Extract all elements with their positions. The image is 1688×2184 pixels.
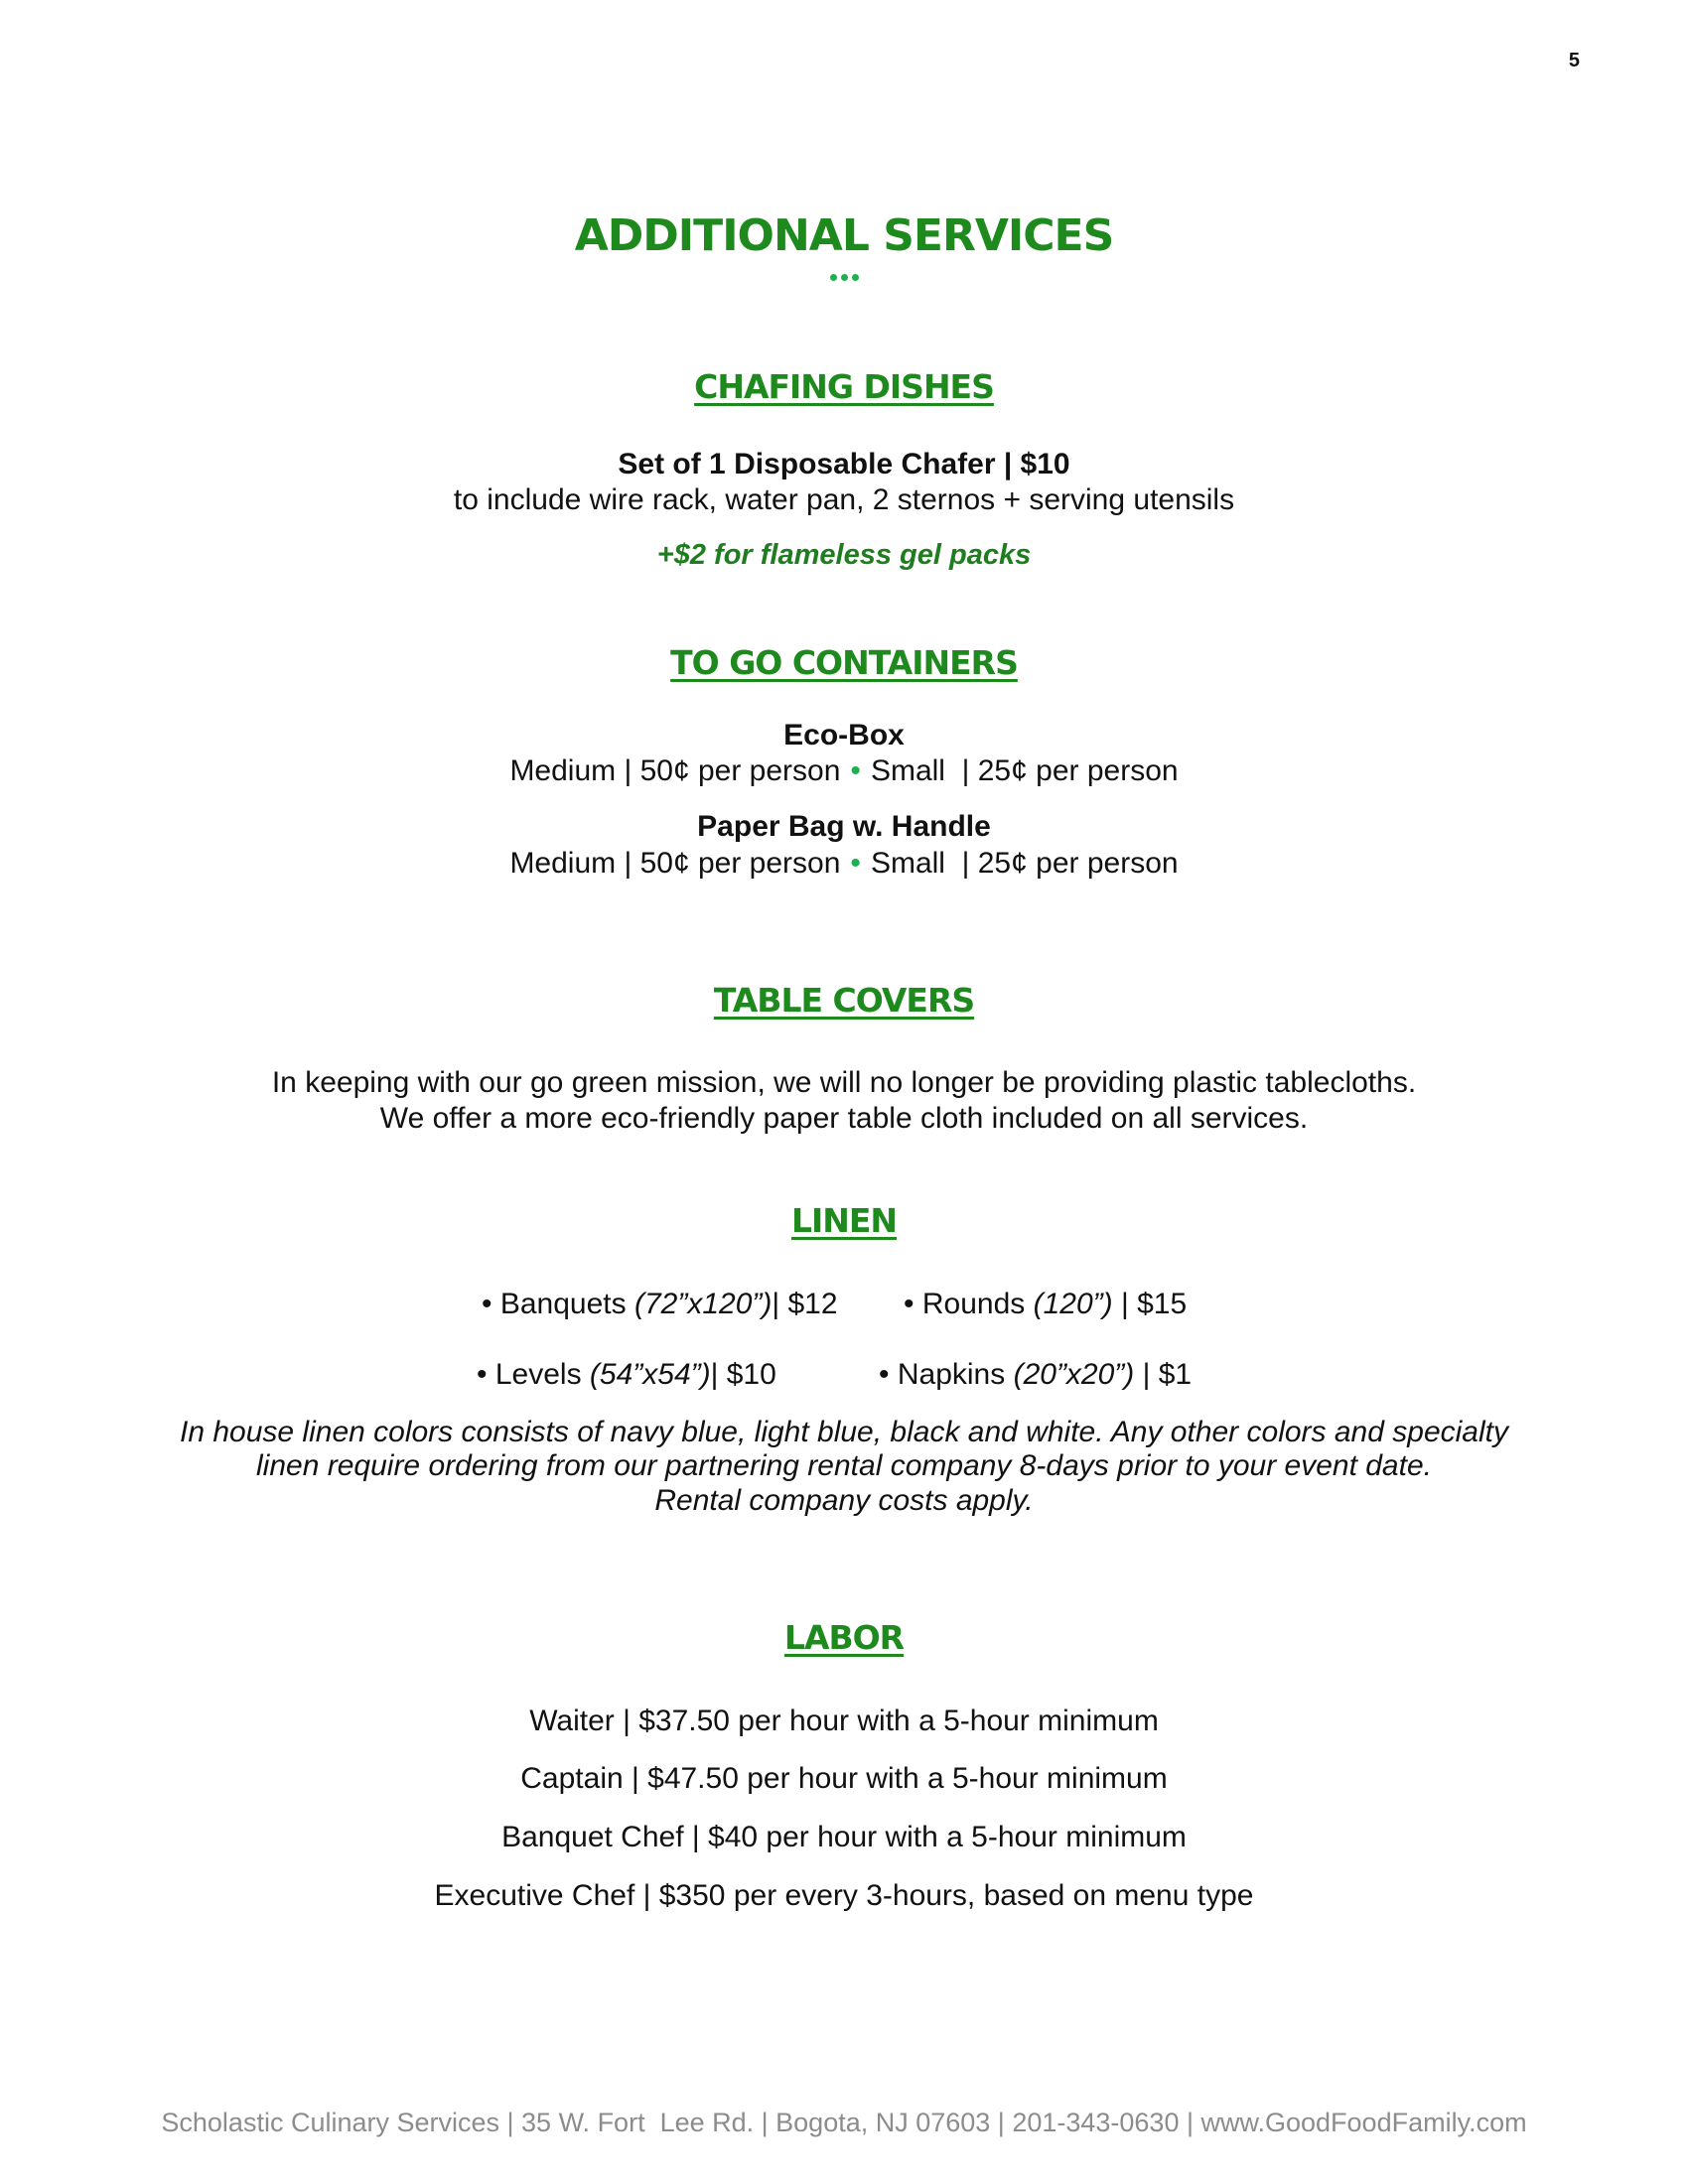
chafer-description: to include wire rack, water pan, 2 sternos + serving utensils [453,483,1235,516]
eco-box-pricing [0,754,1688,788]
paper-bag-small-price: Small | 25¢ per person [870,847,1179,880]
linen-note-line-2: linen require ordering from our partnering rental company 8-days prior to your event date. [256,1449,1432,1482]
linen-item-rounds: • Rounds (120”) | $15 [904,1288,1188,1320]
table-covers-line-1: In keeping with our go green mission, we will no longer be providing plastic tablecloths. [271,1066,1417,1099]
paper-bag-name: Paper Bag w. Handle [697,810,991,843]
to-go-containers-heading: TO GO CONTAINERS [670,643,1018,682]
chafer-addon: +$2 for flameless gel packs [656,539,1032,571]
labor-line-banquet-chef: Banquet Chef | $40 per hour with a 5-hour minimum [501,1821,1187,1853]
labor-line-executive-chef: Executive Chef | $350 per every 3-hours, based on menu type [434,1879,1254,1912]
page-title: ADDITIONAL SERVICES [574,210,1114,261]
linen-item-banquets: • Banquets (72”x120”)| $12 [482,1288,838,1320]
bullet-separator-icon: • [850,847,861,880]
paper-bag-medium-price: Medium | 50¢ per person [509,847,841,880]
chafer-item: Set of 1 Disposable Chafer | $10 [618,448,1070,480]
eco-box-name: Eco-Box [783,719,905,751]
eco-box-small-price: Small | 25¢ per person [870,754,1179,787]
chafing-dishes-heading: CHAFING DISHES [694,367,994,406]
paper-bag-pricing [0,847,1688,881]
bullet-separator-icon: • [850,754,861,787]
table-covers-line-2: We offer a more eco-friendly paper table cloth included on all services. [379,1102,1309,1135]
footer-contact: Scholastic Culinary Services | 35 W. Fort Lee Rd. | Bogota, NJ 07603 | 201-343-0630 | www.GoodFoodFamily.com [161,2108,1527,2137]
eco-box-medium-price: Medium | 50¢ per person [509,754,841,787]
divider-dot [830,274,837,281]
labor-line-captain: Captain | $47.50 per hour with a 5-hour minimum [520,1762,1168,1795]
linen-note-line-3: Rental company costs apply. [654,1484,1034,1517]
labor-line-waiter: Waiter | $37.50 per hour with a 5-hour minimum [529,1705,1159,1737]
divider-dot [841,274,848,281]
table-covers-heading: TABLE COVERS [713,981,975,1020]
title-divider-dots [0,268,1688,288]
linen-heading: LINEN [790,1201,898,1240]
linen-item-napkins: • Napkins (20”x20”) | $1 [879,1358,1193,1391]
labor-heading: LABOR [783,1618,905,1657]
page-number: 5 [1568,50,1580,71]
linen-note-line-1: In house linen colors consists of navy blue, light blue, black and white. Any other colors and specialty [180,1416,1508,1448]
linen-item-levels: • Levels (54”x54”)| $10 [477,1358,776,1391]
divider-dot [852,274,859,281]
